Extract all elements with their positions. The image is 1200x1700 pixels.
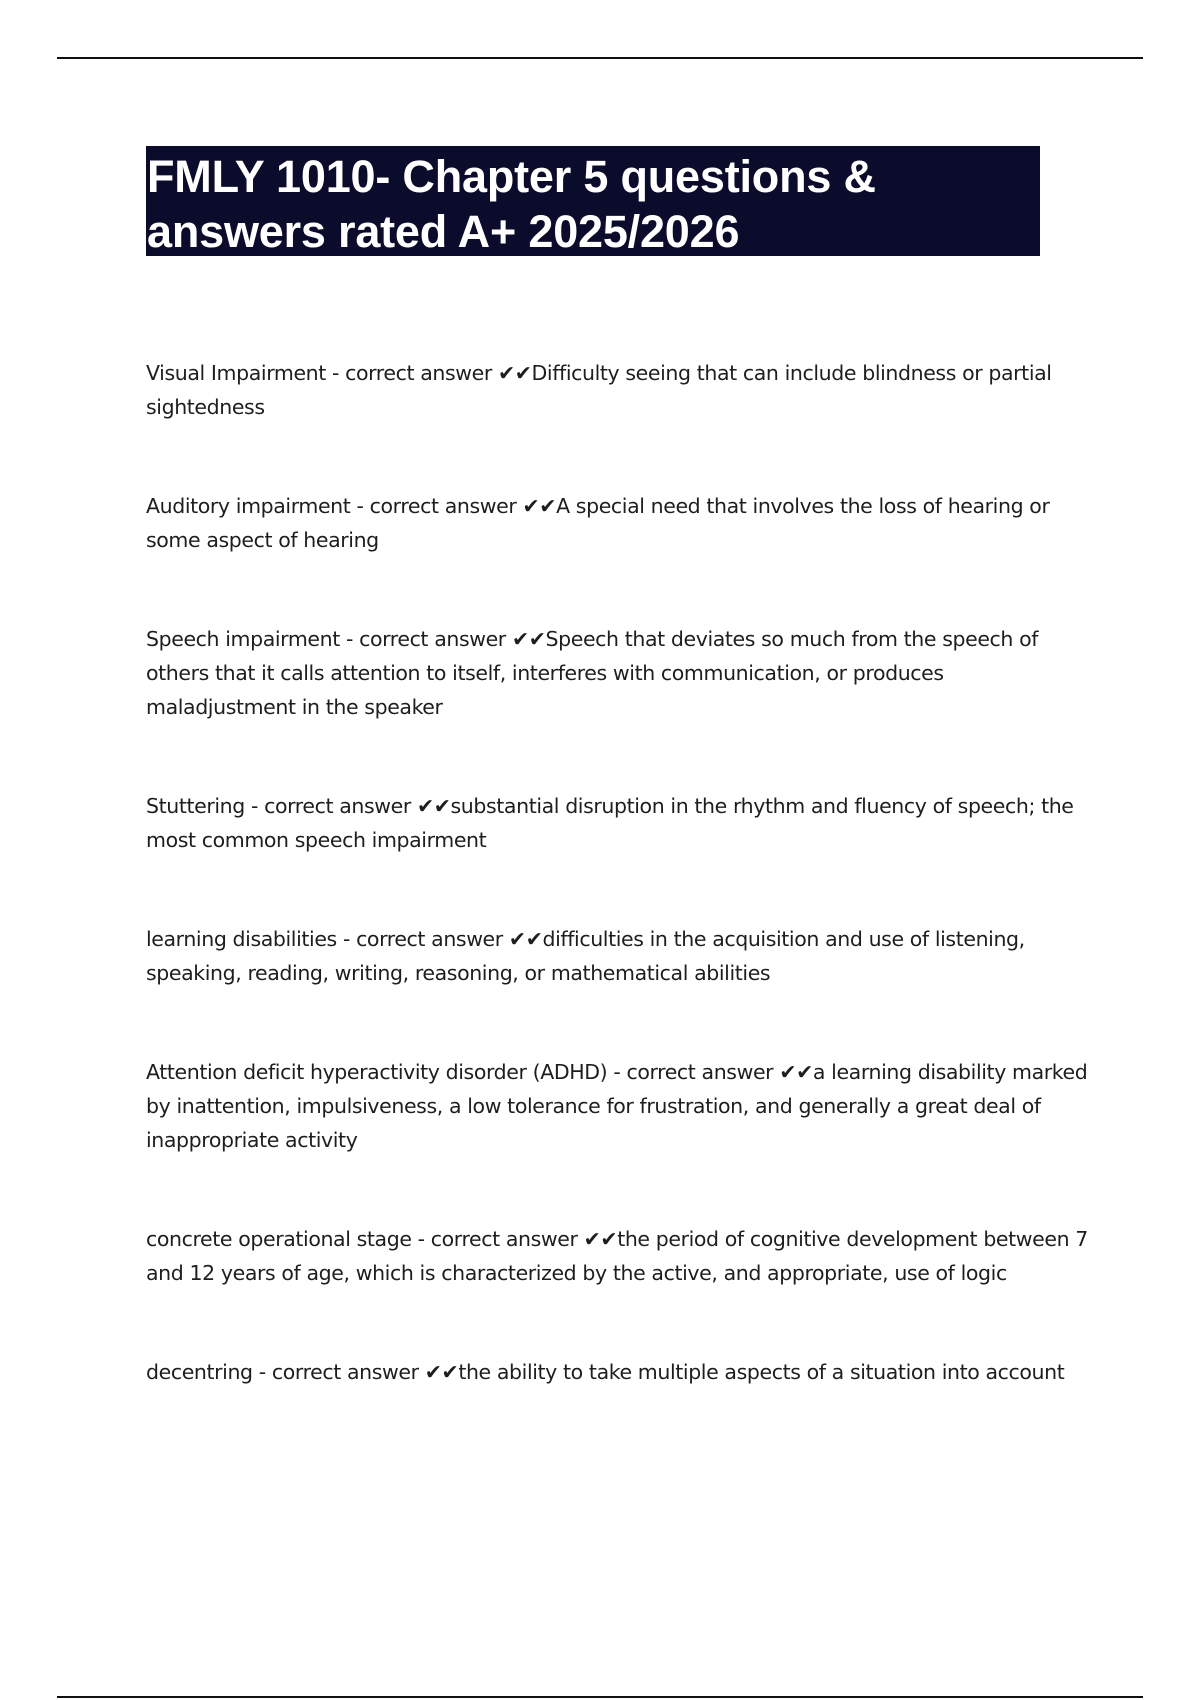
qa-definition: A special need that involves the loss of hearing or some aspect of hearing <box>146 494 1050 552</box>
qa-item <box>146 922 1096 990</box>
qa-item <box>146 1355 1096 1389</box>
qa-definition: the ability to take multiple aspects of a situation into account <box>458 1360 1065 1384</box>
qa-definition: difficulties in the acquisition and use of listening, speaking, reading, writing, reasoning, or mathematical abilities <box>146 927 1025 985</box>
qa-answer-label: correct answer <box>345 361 492 385</box>
qa-term: Speech impairment <box>146 627 340 651</box>
qa-term: concrete operational stage <box>146 1227 412 1251</box>
qa-item <box>146 1222 1096 1290</box>
qa-term: Visual Impairment <box>146 361 326 385</box>
qa-item <box>146 622 1096 724</box>
qa-definition: the period of cognitive development between 7 and 12 years of age, which is characterized by the active, and appropriate, use of logic <box>146 1227 1088 1285</box>
qa-answer-label: correct answer <box>626 1060 774 1084</box>
qa-term: decentring <box>146 1360 253 1384</box>
qa-answer-label: correct answer <box>430 1227 578 1251</box>
qa-term: learning disabilities <box>146 927 337 951</box>
qa-list <box>146 356 1096 1389</box>
qa-answer-label: correct answer <box>359 627 506 651</box>
qa-definition: a learning disability marked by inattention, impulsiveness, a low tolerance for frustration, and generally a great deal of inappropriate activity <box>146 1060 1088 1152</box>
qa-definition: substantial disruption in the rhythm and fluency of speech; the most common speech impairment <box>146 794 1074 852</box>
document-title: FMLY 1010- Chapter 5 questions & answers rated A+ 2025/2026 <box>147 151 876 257</box>
double-check-icon: ✔✔ <box>410 794 451 818</box>
qa-answer-label: correct answer <box>356 927 503 951</box>
double-check-icon: ✔✔ <box>577 1227 618 1251</box>
qa-separator: - <box>336 927 357 951</box>
qa-item <box>146 789 1096 857</box>
footer-rule <box>57 1696 1143 1698</box>
qa-item <box>146 1055 1096 1157</box>
qa-separator: - <box>325 361 346 385</box>
header-rule <box>57 57 1143 59</box>
qa-item <box>146 489 1096 557</box>
qa-answer-label: correct answer <box>271 1360 419 1384</box>
qa-separator: - <box>339 627 360 651</box>
double-check-icon: ✔✔ <box>505 627 546 651</box>
double-check-icon: ✔✔ <box>502 927 543 951</box>
double-check-icon: ✔✔ <box>773 1060 813 1084</box>
double-check-icon: ✔✔ <box>516 494 557 518</box>
qa-definition: Difficulty seeing that can include blindness or partial sightedness <box>146 361 1052 419</box>
qa-term: Stuttering <box>146 794 245 818</box>
double-check-icon: ✔✔ <box>418 1360 459 1384</box>
qa-separator: - <box>350 494 370 518</box>
qa-term: Auditory impairment <box>146 494 351 518</box>
qa-separator: - <box>252 1360 272 1384</box>
qa-answer-label: correct answer <box>369 494 517 518</box>
qa-term: Attention deficit hyperactivity disorder (ADHD) <box>146 1060 608 1084</box>
qa-separator: - <box>607 1060 627 1084</box>
qa-definition: Speech that deviates so much from the speech of others that it calls attention to itself, interferes with communication, or produces maladjustment in the speaker <box>146 627 1039 719</box>
qa-item <box>146 356 1096 424</box>
qa-separator: - <box>411 1227 431 1251</box>
double-check-icon: ✔✔ <box>491 361 532 385</box>
title-banner <box>146 146 1040 256</box>
qa-answer-label: correct answer <box>264 794 411 818</box>
qa-separator: - <box>244 794 265 818</box>
